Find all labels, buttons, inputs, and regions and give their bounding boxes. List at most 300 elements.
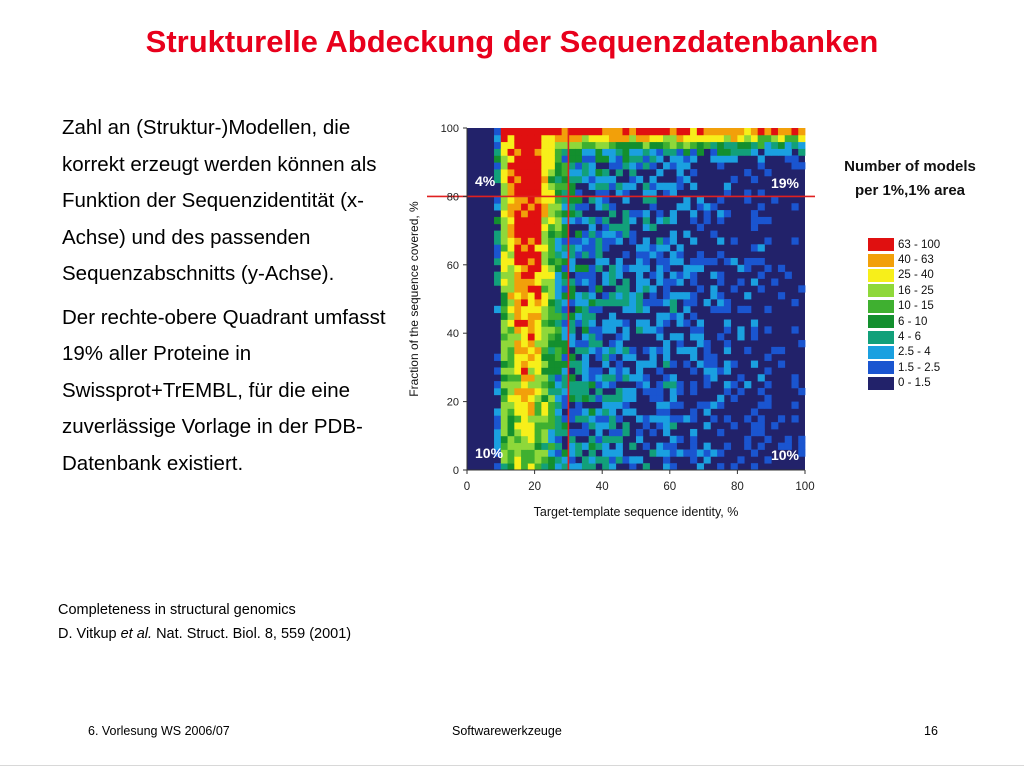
heatmap-cell xyxy=(670,210,677,217)
legend-swatch xyxy=(868,284,894,297)
heatmap-cell xyxy=(535,258,542,265)
heatmap-cell xyxy=(650,203,657,210)
heatmap-cell xyxy=(704,354,711,361)
heatmap-cell xyxy=(501,244,508,251)
heatmap-cell xyxy=(636,374,643,381)
heatmap-cell xyxy=(521,217,528,224)
heatmap-cell xyxy=(514,463,521,470)
heatmap-cell xyxy=(541,272,548,279)
heatmap-cell xyxy=(656,313,663,320)
heatmap-cell xyxy=(677,183,684,190)
heatmap-cell xyxy=(501,231,508,238)
heatmap-cell xyxy=(697,333,704,340)
heatmap-cell xyxy=(589,449,596,456)
heatmap-cell xyxy=(521,333,528,340)
heatmap-cell xyxy=(589,237,596,244)
heatmap-cell xyxy=(616,292,623,299)
heatmap-cell xyxy=(737,142,744,149)
heatmap-cell xyxy=(501,333,508,340)
heatmap-cell xyxy=(575,265,582,272)
heatmap-cell xyxy=(656,128,663,135)
heatmap-cell xyxy=(663,265,670,272)
heatmap-cell xyxy=(535,285,542,292)
heatmap-cell xyxy=(508,278,515,285)
heatmap-cell xyxy=(663,361,670,368)
heatmap-cell xyxy=(724,388,731,395)
heatmap-cell xyxy=(508,333,515,340)
heatmap-cell xyxy=(548,436,555,443)
heatmap-cell xyxy=(697,285,704,292)
heatmap-cell xyxy=(548,217,555,224)
heatmap-cell xyxy=(704,422,711,429)
heatmap-cell xyxy=(744,169,751,176)
reference-author: D. Vitkup xyxy=(58,626,121,642)
y-tick-label: 100 xyxy=(440,123,459,135)
heatmap-cell xyxy=(683,142,690,149)
heatmap-cell xyxy=(650,162,657,169)
heatmap-cell xyxy=(568,265,575,272)
heatmap-cell xyxy=(528,326,535,333)
heatmap-cell xyxy=(704,128,711,135)
heatmap-cell xyxy=(609,210,616,217)
heatmap-cell xyxy=(751,149,758,156)
heatmap-cell xyxy=(717,135,724,142)
heatmap-cell xyxy=(650,244,657,251)
heatmap-cell xyxy=(595,340,602,347)
quadrant-label: 4% xyxy=(475,173,496,189)
heatmap-cell xyxy=(724,258,731,265)
heatmap-cell xyxy=(541,347,548,354)
heatmap-cell xyxy=(744,258,751,265)
heatmap-cell xyxy=(575,347,582,354)
heatmap-cell xyxy=(751,210,758,217)
heatmap-cell xyxy=(555,354,562,361)
heatmap-cell xyxy=(602,326,609,333)
paragraph-quadrant: Der rechte-obere Quadrant umfasst 19% aller Proteine in Swissprot+TrEMBL, für die eine zuverlässige Vorlage in der PDB-Datenbank existiert. xyxy=(62,305,386,475)
heatmap-cell xyxy=(764,395,771,402)
heatmap-cell xyxy=(710,415,717,422)
heatmap-cell xyxy=(670,395,677,402)
legend-swatch xyxy=(868,331,894,344)
heatmap-cell xyxy=(582,135,589,142)
heatmap-cell xyxy=(595,251,602,258)
heatmap-cell xyxy=(616,402,623,409)
heatmap-cell xyxy=(710,142,717,149)
heatmap-cell xyxy=(791,374,798,381)
heatmap-cell xyxy=(629,176,636,183)
heatmap-cell xyxy=(731,463,738,470)
heatmap-cell xyxy=(548,128,555,135)
heatmap-cell xyxy=(650,142,657,149)
heatmap-cell xyxy=(643,210,650,217)
heatmap-cell xyxy=(535,340,542,347)
heatmap-cell xyxy=(683,272,690,279)
heatmap-cell xyxy=(622,210,629,217)
heatmap-cell xyxy=(514,408,521,415)
heatmap-cell xyxy=(629,169,636,176)
legend-label: 25 - 40 xyxy=(898,269,934,282)
heatmap-cell xyxy=(622,285,629,292)
x-tick-label: 80 xyxy=(731,481,744,493)
heatmap-cell xyxy=(609,135,616,142)
heatmap-cell xyxy=(501,361,508,368)
heatmap-cell xyxy=(643,347,650,354)
heatmap-cell xyxy=(663,135,670,142)
heatmap-cell xyxy=(724,149,731,156)
heatmap-cell xyxy=(589,326,596,333)
heatmap-cell xyxy=(609,149,616,156)
heatmap-cell xyxy=(758,388,765,395)
heatmap-cell xyxy=(629,443,636,450)
heatmap-cell xyxy=(717,196,724,203)
heatmap-cell xyxy=(704,367,711,374)
heatmap-cell xyxy=(656,149,663,156)
heatmap-cell xyxy=(568,162,575,169)
heatmap-cell xyxy=(494,251,501,258)
heatmap-cell xyxy=(575,408,582,415)
heatmap-cell xyxy=(677,162,684,169)
heatmap-cell xyxy=(575,244,582,251)
heatmap-cell xyxy=(528,402,535,409)
quadrant-label: 19% xyxy=(770,175,799,191)
heatmap-cell xyxy=(663,320,670,327)
heatmap-cell xyxy=(616,162,623,169)
heatmap-cell xyxy=(670,251,677,258)
heatmap-cell xyxy=(555,313,562,320)
heatmap-cell xyxy=(636,429,643,436)
heatmap-cell xyxy=(582,333,589,340)
heatmap-cell xyxy=(575,231,582,238)
heatmap-cell xyxy=(494,149,501,156)
heatmap-cell xyxy=(758,415,765,422)
heatmap-cell xyxy=(555,326,562,333)
heatmap-cell xyxy=(670,374,677,381)
heatmap-cell xyxy=(555,299,562,306)
heatmap-cell xyxy=(555,381,562,388)
heatmap-cell xyxy=(690,258,697,265)
heatmap-cell xyxy=(548,354,555,361)
heatmap-cell xyxy=(568,292,575,299)
heatmap-cell xyxy=(629,217,636,224)
heatmap-cell xyxy=(514,333,521,340)
heatmap-cell xyxy=(602,135,609,142)
heatmap-cell xyxy=(589,224,596,231)
heatmap-cell xyxy=(737,374,744,381)
heatmap-cell xyxy=(528,443,535,450)
heatmap-cell xyxy=(656,422,663,429)
heatmap-cell xyxy=(643,463,650,470)
heatmap-cell xyxy=(568,333,575,340)
heatmap-cell xyxy=(508,320,515,327)
heatmap-cell xyxy=(508,203,515,210)
heatmap-cell xyxy=(609,299,616,306)
heatmap-cell xyxy=(629,395,636,402)
heatmap-cell xyxy=(616,272,623,279)
heatmap-cell xyxy=(595,422,602,429)
heatmap-cell xyxy=(548,285,555,292)
heatmap-cell xyxy=(656,258,663,265)
heatmap-cell xyxy=(528,361,535,368)
heatmap-cell xyxy=(677,320,684,327)
heatmap-cell xyxy=(690,388,697,395)
heatmap-cell xyxy=(697,449,704,456)
heatmap-cell xyxy=(501,278,508,285)
heatmap-cell xyxy=(528,155,535,162)
heatmap-cell xyxy=(710,135,717,142)
heatmap-cell xyxy=(494,217,501,224)
heatmap-cell xyxy=(744,415,751,422)
heatmap-cell xyxy=(548,402,555,409)
heatmap-cell xyxy=(731,128,738,135)
heatmap-cell xyxy=(589,176,596,183)
heatmap-cell xyxy=(683,231,690,238)
heatmap-cell xyxy=(521,347,528,354)
legend-swatch xyxy=(868,346,894,359)
heatmap-cell xyxy=(535,388,542,395)
heatmap-cell xyxy=(501,210,508,217)
heatmap-cell xyxy=(629,374,636,381)
heatmap-cell xyxy=(650,176,657,183)
heatmap-cell xyxy=(514,224,521,231)
heatmap-cell xyxy=(501,258,508,265)
heatmap-cell xyxy=(602,463,609,470)
heatmap-cell xyxy=(494,367,501,374)
heatmap-cell xyxy=(521,278,528,285)
heatmap-cell xyxy=(568,415,575,422)
heatmap-cell xyxy=(535,210,542,217)
heatmap-cell xyxy=(528,176,535,183)
heatmap-cell xyxy=(677,142,684,149)
y-axis-ticks xyxy=(441,123,467,477)
heatmap-cell xyxy=(595,333,602,340)
heatmap-cell xyxy=(643,278,650,285)
heatmap-cell xyxy=(541,251,548,258)
heatmap-cell xyxy=(717,149,724,156)
legend-entry xyxy=(868,360,1000,375)
heatmap-cell xyxy=(616,429,623,436)
heatmap-cell xyxy=(643,142,650,149)
heatmap-cell xyxy=(595,183,602,190)
heatmap-cell xyxy=(514,402,521,409)
heatmap-cell xyxy=(501,142,508,149)
heatmap-cell xyxy=(636,285,643,292)
heatmap-cell xyxy=(548,333,555,340)
heatmap-cell xyxy=(528,429,535,436)
legend-label: 0 - 1.5 xyxy=(898,377,931,390)
heatmap-cell xyxy=(629,149,636,156)
heatmap-cell xyxy=(514,443,521,450)
heatmap-cell xyxy=(555,361,562,368)
heatmap-cell xyxy=(737,128,744,135)
heatmap-cell xyxy=(690,436,697,443)
heatmap-cell xyxy=(548,224,555,231)
heatmap-cell xyxy=(535,402,542,409)
heatmap-cell xyxy=(670,449,677,456)
heatmap-cell xyxy=(616,258,623,265)
heatmap-cell xyxy=(535,326,542,333)
heatmap-cell xyxy=(595,128,602,135)
heatmap-cell xyxy=(555,278,562,285)
heatmap-cell xyxy=(737,326,744,333)
legend-label: 16 - 25 xyxy=(898,284,934,297)
heatmap-cell xyxy=(622,183,629,190)
heatmap-cell xyxy=(568,183,575,190)
heatmap-cell xyxy=(724,443,731,450)
heatmap-cell xyxy=(514,361,521,368)
legend-swatch xyxy=(868,377,894,390)
heatmap-cell xyxy=(494,258,501,265)
heatmap-cell xyxy=(575,306,582,313)
heatmap-cell xyxy=(501,196,508,203)
heatmap-cell xyxy=(751,326,758,333)
heatmap-cell xyxy=(508,436,515,443)
heatmap-cell xyxy=(622,388,629,395)
heatmap-cell xyxy=(778,361,785,368)
heatmap-cell xyxy=(595,388,602,395)
heatmap-cell xyxy=(758,128,765,135)
heatmap-cell xyxy=(494,408,501,415)
heatmap-cell xyxy=(494,162,501,169)
heatmap-cell xyxy=(548,237,555,244)
heatmap-cell xyxy=(555,374,562,381)
heatmap-cell xyxy=(677,415,684,422)
heatmap-cell xyxy=(798,149,805,156)
heatmap-cell xyxy=(731,176,738,183)
heatmap-cell xyxy=(791,142,798,149)
heatmap-cell xyxy=(670,422,677,429)
heatmap-cell xyxy=(521,415,528,422)
heatmap-cell xyxy=(501,149,508,156)
heatmap-cell xyxy=(501,169,508,176)
heatmap-cell xyxy=(717,299,724,306)
heatmap-cell xyxy=(535,313,542,320)
heatmap-cell xyxy=(622,142,629,149)
heatmap-cell xyxy=(595,149,602,156)
y-tick-label: 40 xyxy=(446,328,459,341)
heatmap-cell xyxy=(629,354,636,361)
heatmap-cell xyxy=(636,367,643,374)
heatmap-cell xyxy=(602,169,609,176)
heatmap-cell xyxy=(528,135,535,142)
heatmap-cell xyxy=(636,299,643,306)
heatmap-cell xyxy=(609,436,616,443)
heatmap-cell xyxy=(622,162,629,169)
heatmap-cell xyxy=(616,374,623,381)
heatmap-cell xyxy=(541,381,548,388)
heatmap-cell xyxy=(764,237,771,244)
heatmap-cell xyxy=(535,367,542,374)
heatmap-cell xyxy=(521,128,528,135)
heatmap-cell xyxy=(501,408,508,415)
heatmap-cell xyxy=(548,265,555,272)
heatmap-cell xyxy=(535,149,542,156)
heatmap-cell xyxy=(785,155,792,162)
heatmap-cell xyxy=(575,196,582,203)
heatmap-cell xyxy=(548,142,555,149)
heatmap-cell xyxy=(785,142,792,149)
heatmap-cell xyxy=(535,176,542,183)
heatmap-cell xyxy=(575,367,582,374)
heatmap-cell xyxy=(514,320,521,327)
heatmap-cell xyxy=(622,402,629,409)
heatmap-cell xyxy=(656,443,663,450)
heatmap-cell xyxy=(508,258,515,265)
heatmap-cell xyxy=(643,415,650,422)
heatmap-cell xyxy=(501,354,508,361)
heatmap-cell xyxy=(616,320,623,327)
heatmap-cell xyxy=(724,340,731,347)
heatmap-cell xyxy=(690,210,697,217)
heatmap-cell xyxy=(697,196,704,203)
heatmap-cell xyxy=(521,408,528,415)
heatmap-cell xyxy=(514,299,521,306)
heatmap-cell xyxy=(508,169,515,176)
heatmap-cell xyxy=(643,265,650,272)
heatmap-cell xyxy=(609,449,616,456)
heatmap-cell xyxy=(690,292,697,299)
heatmap-cell xyxy=(501,320,508,327)
heatmap-cell xyxy=(616,135,623,142)
heatmap-cell xyxy=(697,142,704,149)
heatmap-cell xyxy=(670,443,677,450)
heatmap-cell xyxy=(609,224,616,231)
heatmap-cell xyxy=(528,347,535,354)
legend-label: 63 - 100 xyxy=(898,238,941,251)
heatmap-cell xyxy=(528,374,535,381)
heatmap-cell xyxy=(535,142,542,149)
heatmap-cell xyxy=(731,395,738,402)
heatmap-cell xyxy=(541,265,548,272)
heatmap-cell xyxy=(555,456,562,463)
heatmap-cell xyxy=(758,162,765,169)
heatmap-cell xyxy=(670,436,677,443)
heatmap-cell xyxy=(758,443,765,450)
heatmap-cell xyxy=(656,320,663,327)
heatmap-cell xyxy=(602,231,609,238)
heatmap-cell xyxy=(663,128,670,135)
heatmap-cell xyxy=(663,408,670,415)
heatmap-cell xyxy=(541,162,548,169)
heatmap-cell xyxy=(575,251,582,258)
heatmap-cell xyxy=(798,135,805,142)
heatmap-cell xyxy=(622,155,629,162)
heatmap-cell xyxy=(643,224,650,231)
heatmap-cell xyxy=(494,142,501,149)
heatmap-cell xyxy=(568,278,575,285)
heatmap-cell xyxy=(582,443,589,450)
heatmap-cell xyxy=(670,155,677,162)
heatmap-cell xyxy=(541,340,548,347)
heatmap-cell xyxy=(697,361,704,368)
heatmap-cell xyxy=(535,347,542,354)
heatmap-cell xyxy=(501,299,508,306)
heatmap-cell xyxy=(521,237,528,244)
heatmap-cell xyxy=(690,326,697,333)
heatmap-cell xyxy=(589,299,596,306)
heatmap-cell xyxy=(582,299,589,306)
heatmap-cell xyxy=(541,456,548,463)
quadrant-label: 10% xyxy=(475,445,504,461)
heatmap-cell xyxy=(501,326,508,333)
heatmap-cell xyxy=(535,272,542,279)
heatmap-cell xyxy=(555,210,562,217)
heatmap-cell xyxy=(744,381,751,388)
heatmap-cell xyxy=(677,449,684,456)
heatmap-cell xyxy=(656,381,663,388)
heatmap-cell xyxy=(528,463,535,470)
heatmap-cell xyxy=(677,176,684,183)
heatmap-cell xyxy=(622,224,629,231)
